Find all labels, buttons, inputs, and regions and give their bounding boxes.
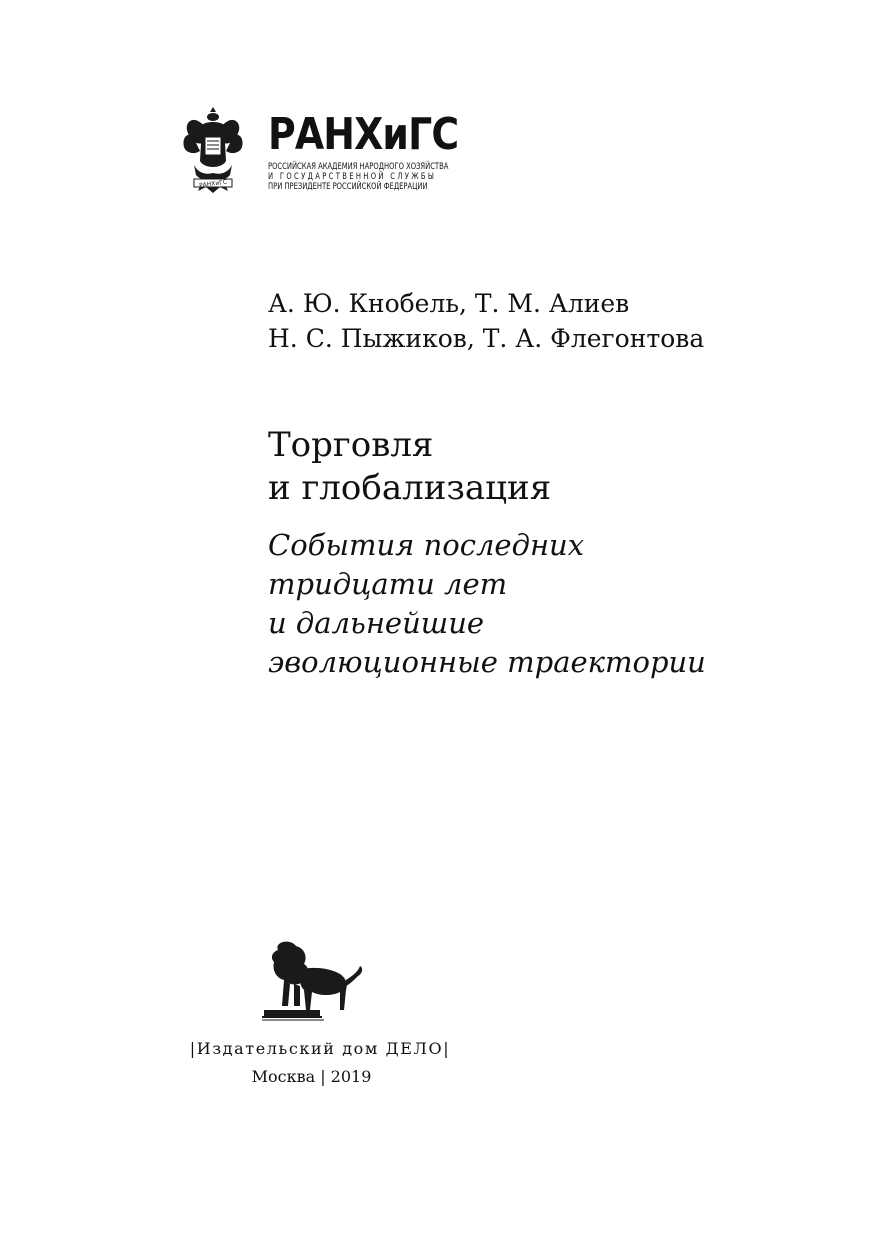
logo-line-1: РОССИЙСКАЯ АКАДЕМИЯ НАРОДНОГО ХОЗЯЙСТВА: [268, 161, 449, 171]
logo-line-2: И ГОСУДАРСТВЕННОЙ СЛУЖБЫ: [268, 171, 437, 182]
book-title: [268, 424, 551, 510]
publisher-name: |Издательский дом ДЕЛО|: [189, 1039, 451, 1058]
institution-logo: [268, 109, 483, 192]
book-subtitle-line: эволюционные траектории: [268, 645, 706, 679]
book-subtitle: [268, 526, 706, 682]
book-title-line: и глобализация: [268, 468, 552, 508]
book-title-line: Торговля: [268, 425, 434, 465]
svg-text:РАНХиГС: РАНХиГС: [198, 178, 228, 190]
book-subtitle-line: и дальнейшие: [268, 606, 485, 640]
book-subtitle-line: События последних: [268, 528, 585, 562]
publisher-city-year: Москва | 2019: [251, 1067, 372, 1086]
authors-line: Н. С. Пыжиков, Т. А. Флегонтова: [268, 324, 705, 353]
academy-emblem-icon: [180, 103, 246, 197]
logo-title: РАНХиГС: [268, 109, 459, 160]
logo-line-3: ПРИ ПРЕЗИДЕНТЕ РОССИЙСКОЙ ФЕДЕРАЦИИ: [268, 181, 428, 192]
authors: [268, 286, 704, 356]
publisher-lion-icon: [260, 940, 370, 1026]
authors-line: А. Ю. Кнобель, Т. М. Алиев: [268, 289, 630, 318]
book-subtitle-line: тридцати лет: [268, 567, 508, 601]
